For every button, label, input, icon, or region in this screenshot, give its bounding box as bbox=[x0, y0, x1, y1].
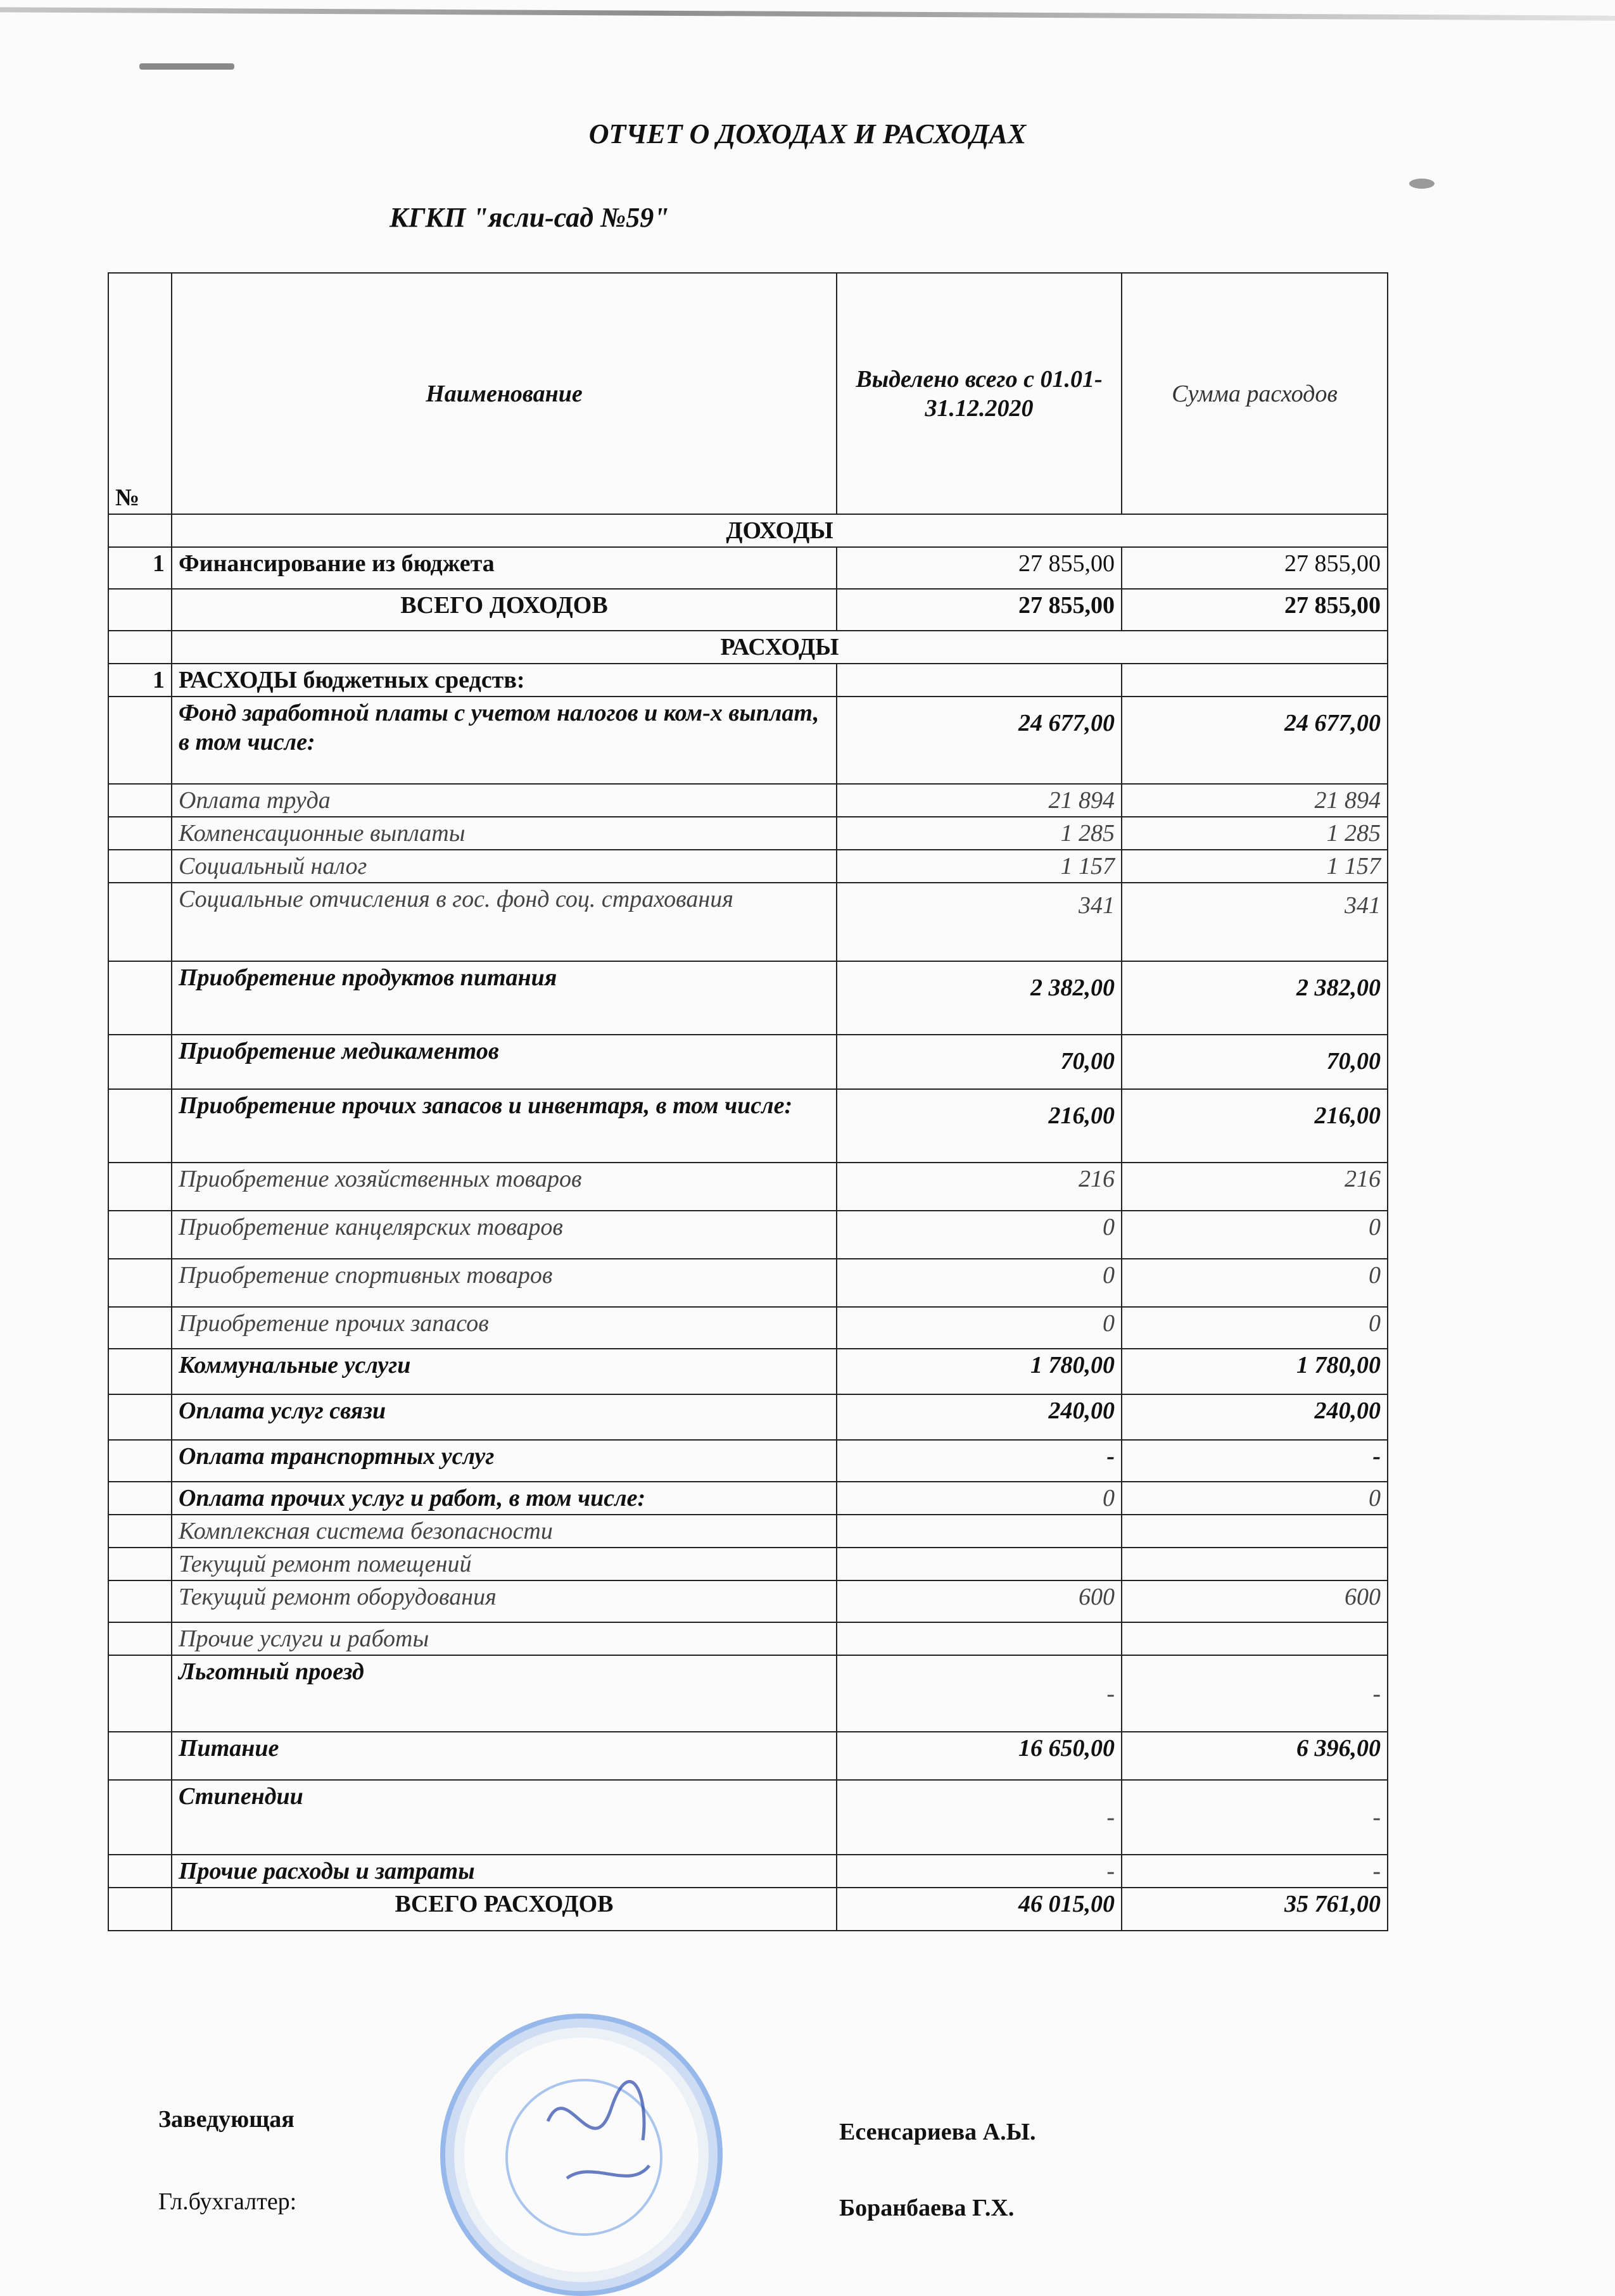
table-row bbox=[108, 1440, 1388, 1482]
row-name: Прочие расходы и затраты bbox=[172, 1855, 837, 1888]
row-allocated: 1 285 bbox=[837, 817, 1122, 850]
row-name: Приобретение прочих запасов bbox=[172, 1307, 837, 1349]
income-section-row bbox=[108, 514, 1388, 547]
row-name: Финансирование из бюджета bbox=[172, 547, 837, 589]
row-number: 1 bbox=[108, 547, 172, 589]
report-title: ОТЧЕТ О ДОХОДАХ И РАСХОДАХ bbox=[588, 118, 1027, 149]
header-allocated: Выделено всего с 01.01-31.12.2020 bbox=[837, 273, 1122, 514]
scan-mark bbox=[139, 63, 234, 70]
expense-total-expenses: 35 761,00 bbox=[1122, 1888, 1388, 1931]
row-name: Текущий ремонт оборудования bbox=[172, 1580, 837, 1622]
row-allocated: 0 bbox=[837, 1211, 1122, 1259]
head-title: Заведующая bbox=[158, 2106, 294, 2133]
row-name: Оплата транспортных услуг bbox=[172, 1440, 837, 1482]
row-expenses bbox=[1122, 664, 1388, 697]
row-expenses: 0 bbox=[1122, 1482, 1388, 1515]
row-allocated: 0 bbox=[837, 1259, 1122, 1307]
row-name: Социальный налог bbox=[172, 850, 837, 883]
row-expenses: 24 677,00 bbox=[1122, 697, 1388, 784]
row-name: Льготный проезд bbox=[172, 1655, 837, 1732]
row-expenses: 0 bbox=[1122, 1259, 1388, 1307]
row-name: Коммунальные услуги bbox=[172, 1349, 837, 1394]
income-section-title: ДОХОДЫ bbox=[172, 514, 1388, 547]
row-expenses bbox=[1122, 1622, 1388, 1655]
row-allocated: 341 bbox=[837, 883, 1122, 961]
row-expenses: - bbox=[1122, 1440, 1388, 1482]
row-name: Прочие услуги и работы bbox=[172, 1622, 837, 1655]
table-row bbox=[108, 1855, 1388, 1888]
row-expenses: 70,00 bbox=[1122, 1035, 1388, 1089]
row-expenses: 27 855,00 bbox=[1122, 547, 1388, 589]
table-row bbox=[108, 1349, 1388, 1394]
row-allocated: 0 bbox=[837, 1482, 1122, 1515]
row-name: Приобретение хозяйственных товаров bbox=[172, 1163, 837, 1211]
table-header-row bbox=[108, 273, 1388, 514]
row-name: Приобретение канцелярских товаров bbox=[172, 1211, 837, 1259]
table-row bbox=[108, 1732, 1388, 1780]
expense-total-label: ВСЕГО РАСХОДОВ bbox=[172, 1888, 837, 1931]
row-name: Приобретение спортивных товаров bbox=[172, 1259, 837, 1307]
row-allocated: 216 bbox=[837, 1163, 1122, 1211]
expense-total-row bbox=[108, 1888, 1388, 1931]
income-total-expenses: 27 855,00 bbox=[1122, 589, 1388, 631]
table-row bbox=[108, 817, 1388, 850]
expense-total-allocated: 46 015,00 bbox=[837, 1888, 1122, 1931]
table-row bbox=[108, 1394, 1388, 1440]
row-allocated: 2 382,00 bbox=[837, 961, 1122, 1035]
table-row bbox=[108, 1622, 1388, 1655]
scan-edge-line bbox=[0, 7, 1615, 20]
row-number: 1 bbox=[108, 664, 172, 697]
table-row bbox=[108, 1548, 1388, 1580]
table-row bbox=[108, 1211, 1388, 1259]
row-expenses: - bbox=[1122, 1855, 1388, 1888]
row-expenses: 2 382,00 bbox=[1122, 961, 1388, 1035]
accountant-name: Боранбаева Г.Х. bbox=[839, 2195, 1015, 2221]
row-allocated: 216,00 bbox=[837, 1089, 1122, 1163]
row-expenses: 1 157 bbox=[1122, 850, 1388, 883]
table-row bbox=[108, 850, 1388, 883]
row-name: Оплата труда bbox=[172, 784, 837, 817]
row-name: Комплексная система безопасности bbox=[172, 1515, 837, 1548]
table-row bbox=[108, 547, 1388, 589]
row-allocated: - bbox=[837, 1440, 1122, 1482]
row-name: Приобретение медикаментов bbox=[172, 1035, 837, 1089]
row-name: Оплата услуг связи bbox=[172, 1394, 837, 1440]
table-row bbox=[108, 1515, 1388, 1548]
row-name: Социальные отчисления в гос. фонд соц. страхования bbox=[172, 883, 837, 961]
row-allocated: 16 650,00 bbox=[837, 1732, 1122, 1780]
row-name: Оплата прочих услуг и работ, в том числе: bbox=[172, 1482, 837, 1515]
row-allocated: 27 855,00 bbox=[837, 547, 1122, 589]
header-number: № bbox=[108, 273, 172, 514]
row-expenses: 6 396,00 bbox=[1122, 1732, 1388, 1780]
signature-scribble bbox=[440, 2014, 712, 2286]
row-allocated: 1 157 bbox=[837, 850, 1122, 883]
row-allocated: 240,00 bbox=[837, 1394, 1122, 1440]
table-row bbox=[108, 1307, 1388, 1349]
row-name: Компенсационные выплаты bbox=[172, 817, 837, 850]
row-expenses: 240,00 bbox=[1122, 1394, 1388, 1440]
table-row bbox=[108, 961, 1388, 1035]
income-total-allocated: 27 855,00 bbox=[837, 589, 1122, 631]
row-name: Стипендии bbox=[172, 1780, 837, 1855]
row-allocated: - bbox=[837, 1780, 1122, 1855]
table-row bbox=[108, 1655, 1388, 1732]
row-expenses: 0 bbox=[1122, 1211, 1388, 1259]
expense-section-title: РАСХОДЫ bbox=[172, 631, 1388, 664]
table-row bbox=[108, 883, 1388, 961]
row-allocated: - bbox=[837, 1855, 1122, 1888]
row-allocated: 0 bbox=[837, 1307, 1122, 1349]
row-expenses: 1 285 bbox=[1122, 817, 1388, 850]
header-expenses: Сумма расходов bbox=[1122, 273, 1388, 514]
row-allocated: 600 bbox=[837, 1580, 1122, 1622]
table-row bbox=[108, 1259, 1388, 1307]
table-row bbox=[108, 664, 1388, 697]
table-row bbox=[108, 1482, 1388, 1515]
head-name: Есенсариева А.Ы. bbox=[839, 2119, 1036, 2145]
row-allocated bbox=[837, 1622, 1122, 1655]
row-expenses bbox=[1122, 1515, 1388, 1548]
row-name: Питание bbox=[172, 1732, 837, 1780]
row-allocated bbox=[837, 664, 1122, 697]
row-allocated: 1 780,00 bbox=[837, 1349, 1122, 1394]
row-allocated bbox=[837, 1515, 1122, 1548]
expense-section-row bbox=[108, 631, 1388, 664]
row-expenses: - bbox=[1122, 1780, 1388, 1855]
row-expenses: - bbox=[1122, 1655, 1388, 1732]
row-name: Фонд заработной платы с учетом налогов и ком-х выплат, в том числе: bbox=[172, 697, 837, 784]
income-total-label: ВСЕГО ДОХОДОВ bbox=[172, 589, 837, 631]
income-total-row bbox=[108, 589, 1388, 631]
row-expenses: 0 bbox=[1122, 1307, 1388, 1349]
row-name: Приобретение прочих запасов и инвентаря, в том числе: bbox=[172, 1089, 837, 1163]
table-row bbox=[108, 697, 1388, 784]
row-expenses: 341 bbox=[1122, 883, 1388, 961]
organization-name: КГКП "ясли-сад №59" bbox=[390, 202, 669, 233]
row-name: РАСХОДЫ бюджетных средств: bbox=[172, 664, 837, 697]
row-name: Приобретение продуктов питания bbox=[172, 961, 837, 1035]
row-expenses: 216,00 bbox=[1122, 1089, 1388, 1163]
official-stamp bbox=[440, 2014, 723, 2296]
table-row bbox=[108, 1089, 1388, 1163]
row-expenses bbox=[1122, 1548, 1388, 1580]
row-allocated: 70,00 bbox=[837, 1035, 1122, 1089]
row-allocated: - bbox=[837, 1655, 1122, 1732]
header-name: Наименование bbox=[172, 273, 837, 514]
row-expenses: 216 bbox=[1122, 1163, 1388, 1211]
row-expenses: 21 894 bbox=[1122, 784, 1388, 817]
table-row bbox=[108, 1163, 1388, 1211]
row-expenses: 600 bbox=[1122, 1580, 1388, 1622]
row-allocated: 21 894 bbox=[837, 784, 1122, 817]
scan-spot bbox=[1409, 179, 1434, 189]
table-row bbox=[108, 784, 1388, 817]
row-name: Текущий ремонт помещений bbox=[172, 1548, 837, 1580]
table-row bbox=[108, 1580, 1388, 1622]
row-expenses: 1 780,00 bbox=[1122, 1349, 1388, 1394]
table-row bbox=[108, 1780, 1388, 1855]
table-row bbox=[108, 1035, 1388, 1089]
report-table bbox=[108, 272, 1388, 1931]
row-allocated: 24 677,00 bbox=[837, 697, 1122, 784]
accountant-title: Гл.бухгалтер: bbox=[158, 2188, 297, 2215]
row-allocated bbox=[837, 1548, 1122, 1580]
